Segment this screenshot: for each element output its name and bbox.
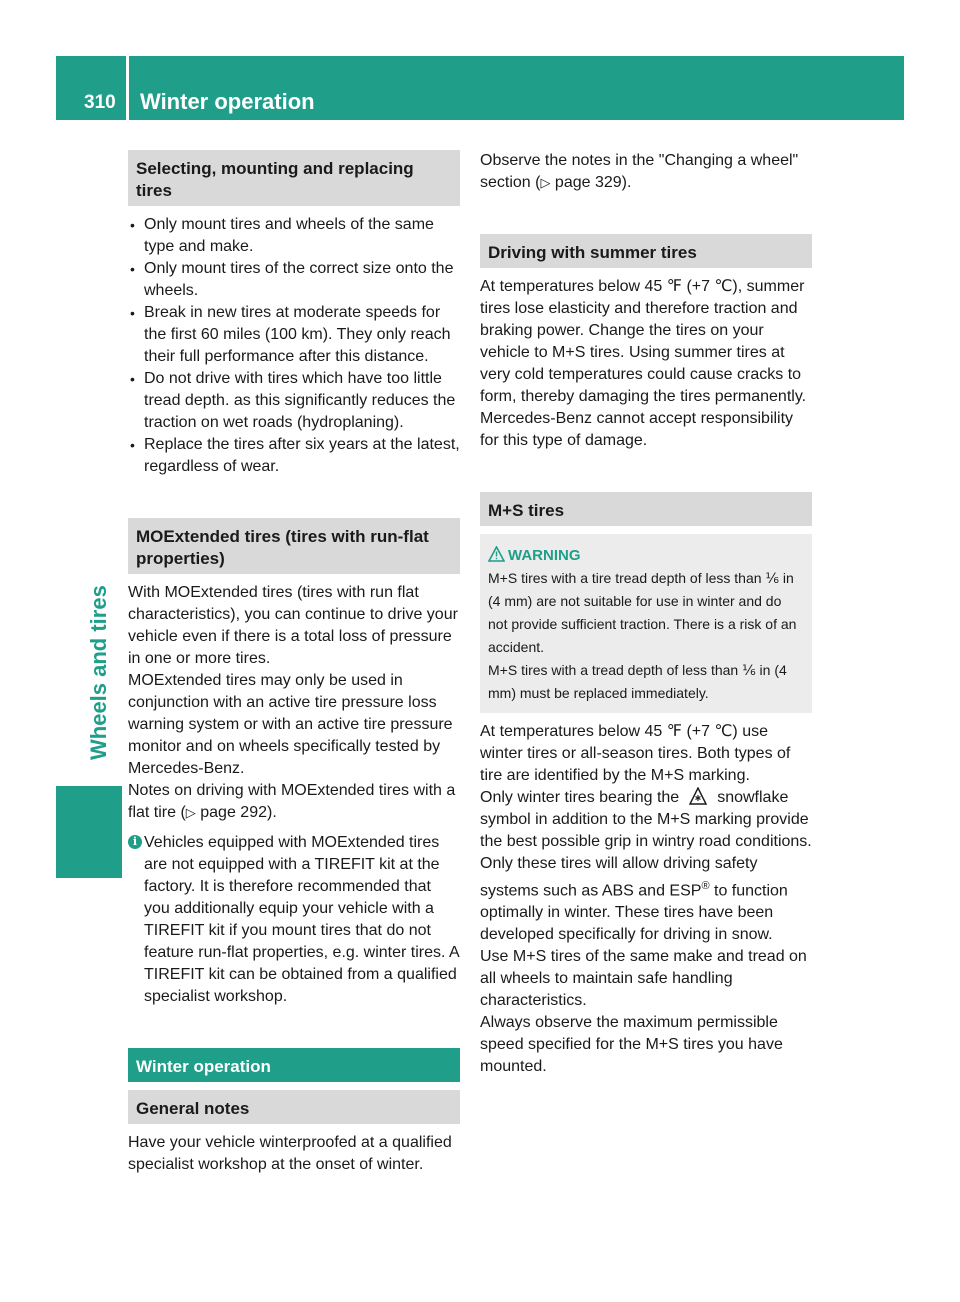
- warning-title: [488, 544, 804, 567]
- heading-ms-tires: M+S tires: [480, 492, 812, 526]
- left-column: [128, 150, 460, 1176]
- bullet-item: • Break in new tires at moderate speeds for the first 60 miles (100 km). They only reach their full performance after this distance.: [128, 302, 460, 368]
- text: Only winter tires bearing the: [480, 789, 680, 806]
- paragraph-esp: [480, 853, 812, 946]
- right-column: [480, 150, 812, 1078]
- page-ref-arrow: ▷: [540, 175, 551, 190]
- bullet-item: • Do not drive with tires which have too little tread depth. as this significantly reduces the traction on wet roads (hydroplaning).: [128, 368, 460, 434]
- warning-label: WARNING: [508, 547, 581, 564]
- paragraph-flat-tire-ref: [128, 780, 460, 824]
- registered-mark: ®: [701, 880, 710, 892]
- paragraph-changing-wheel-ref: [480, 150, 812, 194]
- warning-triangle-icon: [488, 546, 505, 562]
- text: to function optimally in winter. These tires have been developed specifically for driving in snow.: [480, 882, 788, 944]
- text: Notes on driving with MOExtended tires with a flat tire (: [128, 782, 456, 821]
- side-tab-label: Wheels and tires: [86, 585, 111, 760]
- heading-winter-operation: Winter operation: [128, 1048, 460, 1082]
- paragraph: At temperatures below 45 ℉ (+7 ℃), summer tires lose elasticity and therefore traction and braking power. Change the tires on your vehicle to M+S tires. Using summer tires at very cold temperatures could cause cracks to form, thereby damaging the tires permanently. Mercedes-Benz cannot accept responsibility for this type of damage.: [480, 278, 807, 449]
- paragraph: Have your vehicle winterproofed at a qualified specialist workshop at the onset of winter.: [128, 1134, 452, 1173]
- text: Only these tires will allow driving safety systems such as ABS and ESP: [480, 855, 758, 900]
- paragraph: At temperatures below 45 ℉ (+7 ℃) use winter tires or all-season tires. Both types of tire are identified by the M+S marking.: [480, 723, 791, 784]
- page-ref-link[interactable]: page 292: [200, 804, 267, 821]
- warning-box: [480, 534, 812, 713]
- warning-text: M+S tires with a tire tread depth of less than ⅙ in (4 mm) are not suitable for use in winter and do not provide sufficient traction. There is a risk of an accident.: [488, 570, 797, 655]
- chapter-title: Winter operation: [140, 89, 315, 114]
- paragraph: With MOExtended tires (tires with run flat characteristics), you can continue to drive your vehicle even if there is a total loss of pressure in one or more tires.: [128, 584, 458, 667]
- heading-selecting-tires: Selecting, mounting and replacing tires: [128, 150, 460, 206]
- header-bar: [56, 56, 904, 120]
- paragraph-snowflake: [480, 787, 812, 853]
- header-divider: [126, 56, 129, 120]
- heading-moextended-tires: MOExtended tires (tires with run-flat properties): [128, 518, 460, 574]
- paragraph: Use M+S tires of the same make and tread on all wheels to maintain safe handling characteristics.: [480, 948, 807, 1010]
- paragraph: MOExtended tires may only be used in conjunction with an active tire pressure loss warning system or with an active tire pressure monitor and on wheels specifically tested by Mercedes-Benz.: [128, 672, 453, 777]
- side-tab-marker: [56, 786, 122, 878]
- paragraph: Always observe the maximum permissible speed specified for the M+S tires you have mounted.: [480, 1014, 783, 1076]
- page-ref-arrow: ▷: [185, 805, 196, 820]
- page-number: 310: [84, 92, 116, 113]
- text: snowflake symbol in addition to the M+S marking provide the best possible grip in wintry road conditions.: [480, 789, 812, 850]
- info-text: Vehicles equipped with MOExtended tires are not equipped with a TIREFIT kit at the factory. It is therefore recommended that you additionally equip your vehicle with a TIREFIT kit if you mount tires that do not feature run-flat properties, e.g. winter tires. A TIREFIT kit can be obtained from a qualified specialist workshop.: [144, 834, 459, 1005]
- text: Observe the notes in the "Changing a wheel" section (: [480, 152, 799, 191]
- bullet-item: • Replace the tires after six years at the latest, regardless of wear.: [128, 434, 460, 478]
- info-note: [128, 832, 460, 1008]
- bullet-item: • Only mount tires of the correct size onto the wheels.: [128, 258, 460, 302]
- snowflake-mountain-icon: [689, 787, 707, 805]
- text: ).: [266, 804, 277, 821]
- page-ref-link[interactable]: page 329: [554, 174, 622, 191]
- heading-summer-tires: Driving with summer tires: [480, 234, 812, 268]
- info-icon: i: [128, 835, 142, 849]
- bullet-item: • Only mount tires and wheels of the same type and make.: [128, 214, 460, 258]
- text: ).: [621, 174, 632, 191]
- heading-general-notes: General notes: [128, 1090, 460, 1124]
- warning-text: M+S tires with a tread depth of less than ⅙ in (4 mm) must be replaced immediately.: [488, 662, 787, 701]
